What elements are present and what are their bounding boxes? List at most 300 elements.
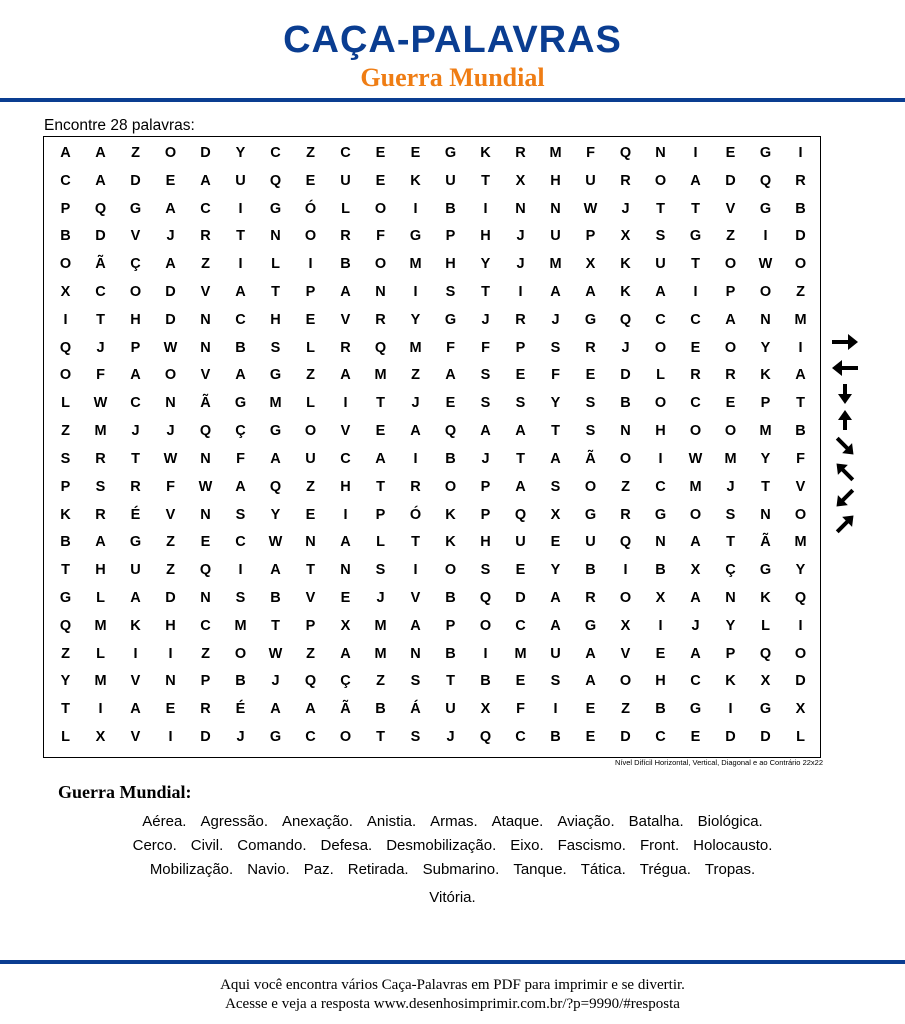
grid-letter[interactable]: A bbox=[550, 450, 561, 467]
grid-letter[interactable]: S bbox=[410, 673, 421, 690]
grid-letter[interactable]: C bbox=[655, 311, 666, 328]
grid-letter[interactable]: P bbox=[515, 339, 526, 356]
grid-letter[interactable]: S bbox=[655, 228, 666, 245]
grid-letter[interactable]: Y bbox=[725, 617, 736, 634]
grid-letter[interactable]: E bbox=[725, 144, 736, 161]
grid-letter[interactable]: S bbox=[270, 339, 281, 356]
grid-letter[interactable]: G bbox=[689, 701, 702, 718]
grid-letter[interactable]: X bbox=[550, 506, 561, 523]
grid-letter[interactable]: Z bbox=[61, 423, 70, 440]
grid-letter[interactable]: G bbox=[269, 423, 282, 440]
grid-letter[interactable]: I bbox=[413, 200, 418, 217]
grid-letter[interactable]: S bbox=[480, 395, 491, 412]
grid-letter[interactable]: Q bbox=[374, 339, 387, 356]
grid-letter[interactable]: O bbox=[689, 423, 702, 440]
grid-letter[interactable]: S bbox=[550, 339, 561, 356]
grid-letter[interactable]: X bbox=[515, 172, 526, 189]
grid-letter[interactable]: O bbox=[724, 423, 737, 440]
grid-letter[interactable]: I bbox=[728, 701, 733, 718]
grid-letter[interactable]: Y bbox=[480, 256, 491, 273]
grid-letter[interactable]: D bbox=[795, 228, 806, 245]
grid-letter[interactable]: D bbox=[620, 729, 631, 746]
grid-letter[interactable]: C bbox=[340, 144, 351, 161]
grid-letter[interactable]: P bbox=[375, 506, 386, 523]
grid-letter[interactable]: Q bbox=[479, 729, 492, 746]
grid-letter[interactable]: E bbox=[690, 339, 701, 356]
grid-letter[interactable]: R bbox=[585, 589, 596, 606]
grid-letter[interactable]: E bbox=[375, 172, 386, 189]
grid-letter[interactable]: T bbox=[516, 450, 525, 467]
grid-letter[interactable]: G bbox=[759, 144, 772, 161]
grid-letter[interactable]: L bbox=[96, 589, 105, 606]
grid-letter[interactable]: T bbox=[761, 478, 770, 495]
grid-letter[interactable]: G bbox=[269, 729, 282, 746]
grid-letter[interactable]: A bbox=[795, 367, 806, 384]
grid-letter[interactable]: H bbox=[480, 534, 491, 551]
grid-letter[interactable]: C bbox=[690, 395, 701, 412]
grid-letter[interactable]: Q bbox=[269, 478, 282, 495]
grid-letter[interactable]: Ã bbox=[340, 701, 351, 718]
grid-letter[interactable]: O bbox=[304, 228, 317, 245]
grid-letter[interactable]: L bbox=[306, 395, 315, 412]
grid-letter[interactable]: Z bbox=[201, 256, 210, 273]
grid-letter[interactable]: J bbox=[411, 395, 420, 412]
grid-letter[interactable]: S bbox=[550, 478, 561, 495]
grid-letter[interactable]: A bbox=[60, 144, 71, 161]
grid-letter[interactable]: I bbox=[623, 562, 628, 579]
grid-letter[interactable]: V bbox=[130, 729, 141, 746]
grid-letter[interactable]: C bbox=[655, 478, 666, 495]
grid-letter[interactable]: N bbox=[200, 311, 211, 328]
grid-letter[interactable]: W bbox=[268, 645, 283, 662]
grid-letter[interactable]: G bbox=[444, 144, 457, 161]
grid-letter[interactable]: O bbox=[654, 339, 667, 356]
grid-letter[interactable]: B bbox=[620, 395, 631, 412]
grid-letter[interactable]: J bbox=[516, 228, 525, 245]
grid-letter[interactable]: D bbox=[795, 673, 806, 690]
grid-letter[interactable]: O bbox=[374, 200, 387, 217]
grid-letter[interactable]: K bbox=[760, 589, 771, 606]
grid-letter[interactable]: Z bbox=[796, 283, 805, 300]
grid-letter[interactable]: H bbox=[480, 228, 491, 245]
grid-letter[interactable]: D bbox=[515, 589, 526, 606]
grid-letter[interactable]: C bbox=[200, 617, 211, 634]
grid-letter[interactable]: Q bbox=[199, 562, 212, 579]
grid-letter[interactable]: A bbox=[655, 283, 666, 300]
grid-letter[interactable]: A bbox=[305, 701, 316, 718]
grid-letter[interactable]: I bbox=[98, 701, 103, 718]
grid-letter[interactable]: F bbox=[481, 339, 490, 356]
grid-letter[interactable]: M bbox=[94, 673, 107, 690]
grid-letter[interactable]: J bbox=[691, 617, 700, 634]
grid-letter[interactable]: N bbox=[200, 506, 211, 523]
grid-letter[interactable]: Q bbox=[59, 339, 72, 356]
grid-letter[interactable]: X bbox=[795, 701, 806, 718]
grid-letter[interactable]: Ó bbox=[409, 506, 422, 523]
grid-letter[interactable]: R bbox=[375, 311, 386, 328]
grid-letter[interactable]: U bbox=[550, 228, 561, 245]
grid-letter[interactable]: R bbox=[690, 367, 701, 384]
grid-letter[interactable]: S bbox=[480, 367, 491, 384]
grid-letter[interactable]: A bbox=[235, 283, 246, 300]
grid-letter[interactable]: Q bbox=[479, 589, 492, 606]
grid-letter[interactable]: T bbox=[481, 172, 490, 189]
grid-letter[interactable]: S bbox=[480, 562, 491, 579]
grid-letter[interactable]: S bbox=[585, 395, 596, 412]
grid-letter[interactable]: R bbox=[340, 339, 351, 356]
grid-letter[interactable]: V bbox=[130, 673, 141, 690]
grid-letter[interactable]: J bbox=[166, 423, 175, 440]
grid-letter[interactable]: R bbox=[725, 367, 736, 384]
grid-letter[interactable]: E bbox=[445, 395, 456, 412]
grid-letter[interactable]: R bbox=[795, 172, 806, 189]
grid-letter[interactable]: O bbox=[759, 283, 772, 300]
grid-letter[interactable]: O bbox=[619, 450, 632, 467]
grid-letter[interactable]: Y bbox=[795, 562, 806, 579]
grid-letter[interactable]: G bbox=[409, 228, 422, 245]
grid-letter[interactable]: T bbox=[446, 673, 455, 690]
grid-letter[interactable]: H bbox=[445, 256, 456, 273]
grid-letter[interactable]: Z bbox=[166, 562, 175, 579]
grid-letter[interactable]: G bbox=[444, 311, 457, 328]
grid-letter[interactable]: S bbox=[235, 589, 246, 606]
grid-letter[interactable]: T bbox=[411, 534, 420, 551]
grid-letter[interactable]: A bbox=[130, 367, 141, 384]
grid-letter[interactable]: L bbox=[61, 395, 70, 412]
grid-letter[interactable]: P bbox=[585, 228, 596, 245]
grid-letter[interactable]: W bbox=[583, 200, 598, 217]
grid-letter[interactable]: P bbox=[725, 645, 736, 662]
grid-letter[interactable]: F bbox=[166, 478, 175, 495]
grid-letter[interactable]: K bbox=[620, 283, 631, 300]
grid-letter[interactable]: L bbox=[376, 534, 385, 551]
grid-letter[interactable]: X bbox=[340, 617, 351, 634]
grid-letter[interactable]: O bbox=[164, 144, 177, 161]
grid-letter[interactable]: A bbox=[515, 423, 526, 440]
grid-letter[interactable]: Y bbox=[760, 450, 771, 467]
grid-letter[interactable]: P bbox=[200, 673, 211, 690]
grid-letter[interactable]: É bbox=[130, 506, 141, 523]
grid-letter[interactable]: O bbox=[584, 478, 597, 495]
grid-letter[interactable]: B bbox=[655, 701, 666, 718]
grid-letter[interactable]: Z bbox=[621, 478, 630, 495]
grid-letter[interactable]: B bbox=[375, 701, 386, 718]
grid-letter[interactable]: M bbox=[269, 395, 282, 412]
grid-letter[interactable]: O bbox=[619, 589, 632, 606]
grid-letter[interactable]: F bbox=[796, 450, 805, 467]
grid-letter[interactable]: I bbox=[518, 283, 523, 300]
grid-letter[interactable]: T bbox=[61, 701, 70, 718]
grid-letter[interactable]: R bbox=[200, 701, 211, 718]
grid-letter[interactable]: X bbox=[585, 256, 596, 273]
grid-letter[interactable]: A bbox=[375, 450, 386, 467]
grid-letter[interactable]: B bbox=[550, 729, 561, 746]
grid-letter[interactable]: G bbox=[584, 311, 597, 328]
grid-letter[interactable]: M bbox=[94, 617, 107, 634]
grid-letter[interactable]: M bbox=[234, 617, 247, 634]
grid-letter[interactable]: F bbox=[551, 367, 560, 384]
grid-letter[interactable]: Z bbox=[166, 534, 175, 551]
grid-letter[interactable]: U bbox=[130, 562, 141, 579]
grid-letter[interactable]: A bbox=[410, 617, 421, 634]
grid-letter[interactable]: N bbox=[620, 423, 631, 440]
grid-letter[interactable]: F bbox=[96, 367, 105, 384]
grid-letter[interactable]: K bbox=[410, 172, 421, 189]
grid-letter[interactable]: T bbox=[96, 311, 105, 328]
grid-letter[interactable]: J bbox=[481, 311, 490, 328]
grid-letter[interactable]: X bbox=[655, 589, 666, 606]
grid-letter[interactable]: S bbox=[550, 673, 561, 690]
grid-letter[interactable]: I bbox=[168, 645, 173, 662]
grid-letter[interactable]: V bbox=[795, 478, 806, 495]
grid-letter[interactable]: N bbox=[725, 589, 736, 606]
grid-letter[interactable]: H bbox=[130, 311, 141, 328]
grid-letter[interactable]: E bbox=[585, 701, 596, 718]
grid-letter[interactable]: N bbox=[270, 228, 281, 245]
grid-letter[interactable]: Ã bbox=[760, 534, 771, 551]
grid-letter[interactable]: D bbox=[760, 729, 771, 746]
grid-letter[interactable]: S bbox=[445, 283, 456, 300]
grid-letter[interactable]: B bbox=[795, 200, 806, 217]
grid-letter[interactable]: G bbox=[129, 200, 142, 217]
grid-letter[interactable]: B bbox=[445, 589, 456, 606]
grid-letter[interactable]: M bbox=[514, 645, 527, 662]
grid-letter[interactable]: T bbox=[131, 450, 140, 467]
grid-letter[interactable]: A bbox=[725, 311, 736, 328]
grid-letter[interactable]: E bbox=[410, 144, 421, 161]
grid-letter[interactable]: L bbox=[656, 367, 665, 384]
grid-letter[interactable]: O bbox=[794, 256, 807, 273]
grid-letter[interactable]: A bbox=[130, 589, 141, 606]
grid-letter[interactable]: I bbox=[133, 645, 138, 662]
grid-letter[interactable]: M bbox=[689, 478, 702, 495]
grid-letter[interactable]: I bbox=[798, 144, 803, 161]
grid-letter[interactable]: T bbox=[271, 617, 280, 634]
grid-letter[interactable]: Y bbox=[760, 339, 771, 356]
grid-letter[interactable]: V bbox=[165, 506, 176, 523]
grid-letter[interactable]: C bbox=[515, 617, 526, 634]
grid-letter[interactable]: O bbox=[234, 645, 247, 662]
grid-letter[interactable]: N bbox=[655, 534, 666, 551]
grid-letter[interactable]: X bbox=[760, 673, 771, 690]
grid-letter[interactable]: C bbox=[305, 729, 316, 746]
grid-letter[interactable]: I bbox=[63, 311, 68, 328]
grid-letter[interactable]: V bbox=[200, 283, 211, 300]
grid-letter[interactable]: B bbox=[795, 423, 806, 440]
grid-letter[interactable]: H bbox=[270, 311, 281, 328]
grid-letter[interactable]: A bbox=[270, 450, 281, 467]
grid-letter[interactable]: J bbox=[166, 228, 175, 245]
grid-letter[interactable]: S bbox=[375, 562, 386, 579]
grid-letter[interactable]: S bbox=[725, 506, 736, 523]
grid-letter[interactable]: E bbox=[375, 423, 386, 440]
grid-letter[interactable]: Q bbox=[269, 172, 282, 189]
grid-letter[interactable]: S bbox=[585, 423, 596, 440]
grid-letter[interactable]: O bbox=[444, 478, 457, 495]
grid-letter[interactable]: W bbox=[268, 534, 283, 551]
grid-letter[interactable]: S bbox=[410, 729, 421, 746]
grid-letter[interactable]: Ó bbox=[304, 200, 317, 217]
grid-letter[interactable]: R bbox=[515, 144, 526, 161]
grid-letter[interactable]: Z bbox=[306, 478, 315, 495]
grid-letter[interactable]: X bbox=[95, 729, 106, 746]
grid-letter[interactable]: I bbox=[308, 256, 313, 273]
grid-letter[interactable]: B bbox=[445, 450, 456, 467]
grid-letter[interactable]: A bbox=[690, 645, 701, 662]
grid-letter[interactable]: R bbox=[95, 506, 106, 523]
grid-letter[interactable]: L bbox=[96, 645, 105, 662]
grid-letter[interactable]: F bbox=[516, 701, 525, 718]
grid-letter[interactable]: I bbox=[693, 283, 698, 300]
grid-letter[interactable]: B bbox=[340, 256, 351, 273]
grid-letter[interactable]: T bbox=[306, 562, 315, 579]
grid-letter[interactable]: P bbox=[480, 506, 491, 523]
grid-letter[interactable]: J bbox=[726, 478, 735, 495]
grid-letter[interactable]: A bbox=[165, 256, 176, 273]
grid-letter[interactable]: I bbox=[238, 256, 243, 273]
grid-letter[interactable]: L bbox=[271, 256, 280, 273]
grid-letter[interactable]: A bbox=[690, 172, 701, 189]
grid-letter[interactable]: D bbox=[165, 311, 176, 328]
grid-letter[interactable]: U bbox=[515, 534, 526, 551]
grid-letter[interactable]: D bbox=[725, 729, 736, 746]
grid-letter[interactable]: X bbox=[690, 562, 701, 579]
grid-letter[interactable]: G bbox=[584, 506, 597, 523]
grid-letter[interactable]: K bbox=[445, 506, 456, 523]
grid-letter[interactable]: C bbox=[515, 729, 526, 746]
grid-letter[interactable]: U bbox=[445, 172, 456, 189]
grid-letter[interactable]: T bbox=[376, 395, 385, 412]
grid-letter[interactable]: A bbox=[585, 283, 596, 300]
grid-letter[interactable]: I bbox=[693, 144, 698, 161]
grid-letter[interactable]: C bbox=[270, 144, 281, 161]
grid-letter[interactable]: A bbox=[95, 144, 106, 161]
grid-letter[interactable]: E bbox=[515, 367, 526, 384]
grid-letter[interactable]: P bbox=[305, 617, 316, 634]
grid-letter[interactable]: I bbox=[553, 701, 558, 718]
grid-letter[interactable]: V bbox=[305, 589, 316, 606]
grid-letter[interactable]: Y bbox=[235, 144, 246, 161]
grid-letter[interactable]: Q bbox=[619, 534, 632, 551]
grid-letter[interactable]: Ç bbox=[340, 673, 351, 690]
grid-letter[interactable]: T bbox=[691, 256, 700, 273]
grid-letter[interactable]: I bbox=[238, 200, 243, 217]
grid-letter[interactable]: E bbox=[305, 506, 316, 523]
grid-letter[interactable]: B bbox=[480, 673, 491, 690]
grid-letter[interactable]: N bbox=[550, 200, 561, 217]
grid-letter[interactable]: T bbox=[551, 423, 560, 440]
grid-letter[interactable]: H bbox=[550, 172, 561, 189]
grid-letter[interactable]: P bbox=[130, 339, 141, 356]
grid-letter[interactable]: V bbox=[200, 367, 211, 384]
grid-letter[interactable]: G bbox=[129, 534, 142, 551]
grid-letter[interactable]: G bbox=[584, 617, 597, 634]
grid-letter[interactable]: N bbox=[515, 200, 526, 217]
grid-letter[interactable]: G bbox=[759, 562, 772, 579]
grid-letter[interactable]: B bbox=[445, 200, 456, 217]
grid-letter[interactable]: X bbox=[620, 617, 631, 634]
grid-letter[interactable]: N bbox=[165, 673, 176, 690]
grid-letter[interactable]: Z bbox=[621, 701, 630, 718]
grid-letter[interactable]: E bbox=[165, 172, 176, 189]
grid-letter[interactable]: P bbox=[60, 200, 71, 217]
grid-letter[interactable]: J bbox=[376, 589, 385, 606]
grid-letter[interactable]: X bbox=[480, 701, 491, 718]
grid-letter[interactable]: E bbox=[515, 562, 526, 579]
grid-letter[interactable]: A bbox=[130, 701, 141, 718]
grid-letter[interactable]: R bbox=[410, 478, 421, 495]
grid-letter[interactable]: P bbox=[305, 283, 316, 300]
grid-letter[interactable]: Q bbox=[619, 311, 632, 328]
grid-letter[interactable]: A bbox=[340, 367, 351, 384]
grid-letter[interactable]: C bbox=[340, 450, 351, 467]
grid-letter[interactable]: Z bbox=[306, 645, 315, 662]
grid-letter[interactable]: I bbox=[763, 228, 768, 245]
grid-letter[interactable]: P bbox=[60, 478, 71, 495]
grid-letter[interactable]: F bbox=[586, 144, 595, 161]
grid-letter[interactable]: C bbox=[655, 729, 666, 746]
grid-letter[interactable]: M bbox=[794, 534, 807, 551]
grid-letter[interactable]: R bbox=[620, 172, 631, 189]
grid-letter[interactable]: M bbox=[724, 450, 737, 467]
grid-letter[interactable]: I bbox=[413, 450, 418, 467]
grid-letter[interactable]: Q bbox=[619, 144, 632, 161]
grid-letter[interactable]: A bbox=[690, 534, 701, 551]
grid-letter[interactable]: A bbox=[515, 478, 526, 495]
grid-letter[interactable]: A bbox=[340, 534, 351, 551]
grid-letter[interactable]: Q bbox=[199, 423, 212, 440]
grid-letter[interactable]: L bbox=[341, 200, 350, 217]
grid-letter[interactable]: W bbox=[758, 256, 773, 273]
grid-letter[interactable]: C bbox=[690, 311, 701, 328]
grid-letter[interactable]: Q bbox=[444, 423, 457, 440]
grid-letter[interactable]: E bbox=[200, 534, 211, 551]
grid-letter[interactable]: U bbox=[445, 701, 456, 718]
grid-letter[interactable]: R bbox=[620, 506, 631, 523]
grid-letter[interactable]: F bbox=[446, 339, 455, 356]
grid-letter[interactable]: O bbox=[794, 645, 807, 662]
grid-letter[interactable]: G bbox=[759, 200, 772, 217]
grid-letter[interactable]: Ã bbox=[95, 256, 106, 273]
grid-letter[interactable]: B bbox=[235, 339, 246, 356]
grid-letter[interactable]: O bbox=[444, 562, 457, 579]
grid-letter[interactable]: O bbox=[689, 506, 702, 523]
grid-letter[interactable]: B bbox=[585, 562, 596, 579]
grid-letter[interactable]: J bbox=[621, 200, 630, 217]
grid-letter[interactable]: H bbox=[340, 478, 351, 495]
grid-letter[interactable]: H bbox=[655, 423, 666, 440]
grid-letter[interactable]: N bbox=[165, 395, 176, 412]
grid-letter[interactable]: V bbox=[340, 423, 351, 440]
grid-letter[interactable]: B bbox=[655, 562, 666, 579]
grid-letter[interactable]: K bbox=[130, 617, 141, 634]
grid-letter[interactable]: Z bbox=[306, 367, 315, 384]
grid-letter[interactable]: R bbox=[585, 339, 596, 356]
grid-letter[interactable]: H bbox=[655, 673, 666, 690]
grid-letter[interactable]: F bbox=[236, 450, 245, 467]
grid-letter[interactable]: X bbox=[60, 283, 71, 300]
grid-letter[interactable]: A bbox=[410, 423, 421, 440]
grid-letter[interactable]: E bbox=[165, 701, 176, 718]
grid-letter[interactable]: U bbox=[585, 534, 596, 551]
grid-letter[interactable]: T bbox=[691, 200, 700, 217]
grid-letter[interactable]: D bbox=[620, 367, 631, 384]
grid-letter[interactable]: P bbox=[725, 283, 736, 300]
grid-letter[interactable]: W bbox=[163, 450, 178, 467]
footer-line-2[interactable]: Acesse e veja a resposta www.desenhosimprimir.com.br/?p=9990/#resposta bbox=[225, 996, 680, 1012]
grid-letter[interactable]: M bbox=[374, 367, 387, 384]
grid-letter[interactable]: G bbox=[654, 506, 667, 523]
